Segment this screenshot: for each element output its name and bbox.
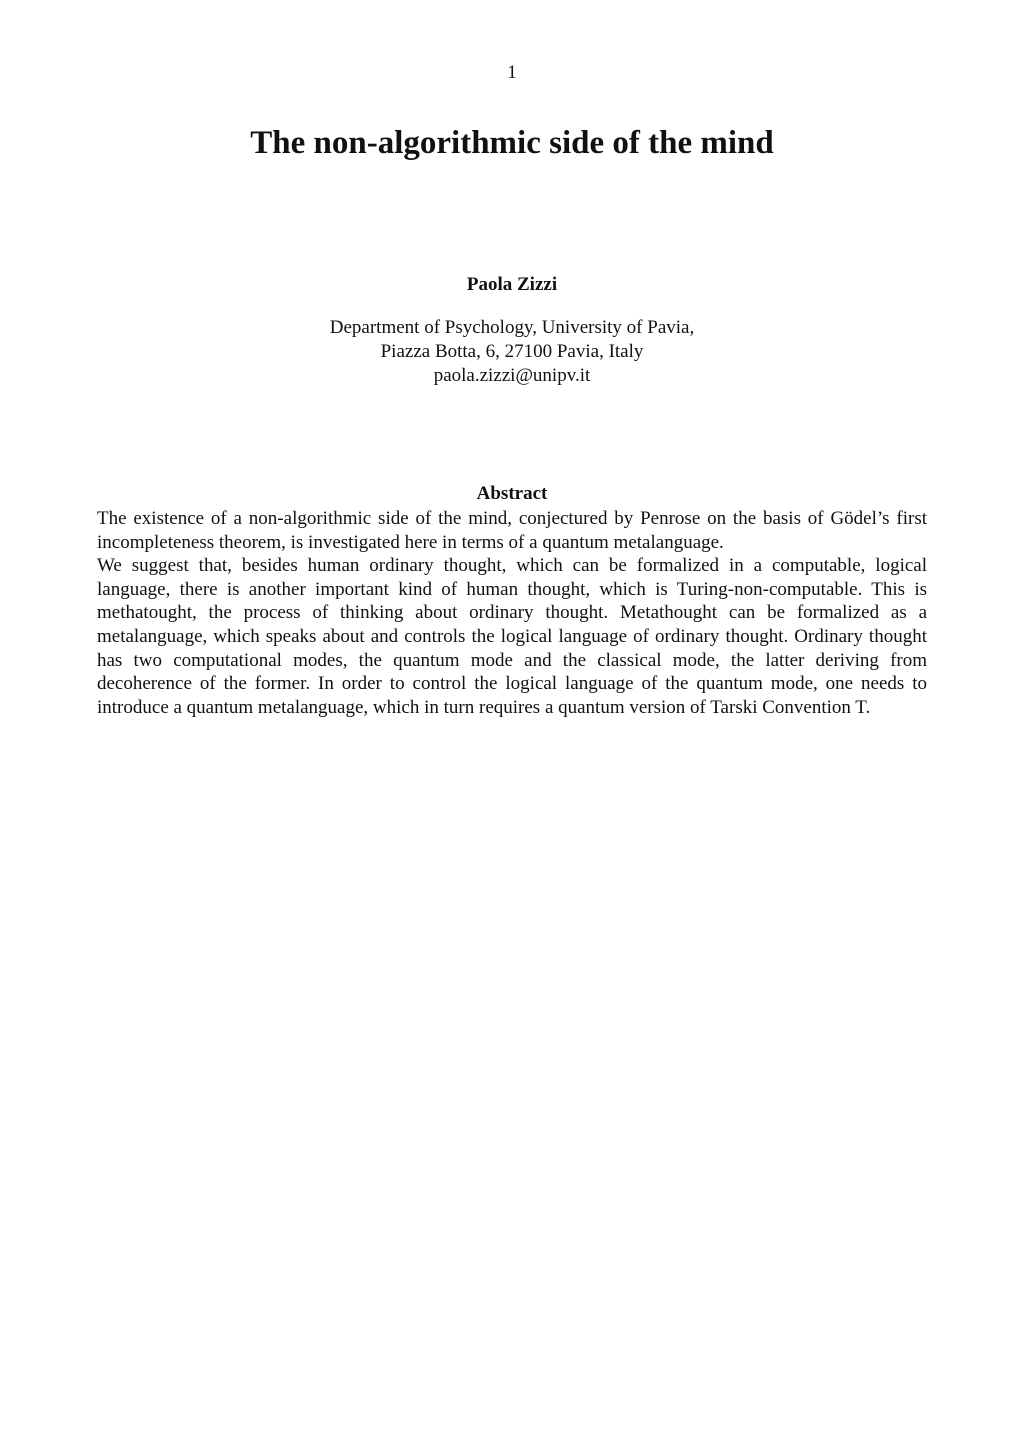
affiliation-address: Piazza Botta, 6, 27100 Pavia, Italy xyxy=(380,341,644,362)
affiliation-department: Department of Psychology, University of Pavia, xyxy=(329,317,695,338)
author-name: Paola Zizzi xyxy=(466,274,558,295)
page-number: 1 xyxy=(507,62,517,83)
abstract-paragraph: The existence of a non-algorithmic side of the mind, conjectured by Penrose on the basis of Gödel’s first incompleteness theorem, is investigated here in terms of a quantum metalanguage. xyxy=(97,508,927,553)
author-affiliation xyxy=(0,316,1024,388)
paper-title: The non-algorithmic side of the mind xyxy=(250,125,774,161)
abstract-paragraph: We suggest that, besides human ordinary thought, which can be formalized in a computable, logical language, there is another important kind of human thought, which is Turing-non-computable. This is methatought, the process of thinking about ordinary thought. Metathought can be formalized as a metalanguage, which speaks about and controls the logical language of ordinary thought. Ordinary thought has two computational modes, the quantum mode and the classical mode, the latter deriving from decoherence of the former. In order to control the logical language of the quantum mode, one needs to introduce a quantum metalanguage, which in turn requires a quantum version of Tarski Convention T. xyxy=(97,555,927,718)
abstract-heading: Abstract xyxy=(476,483,548,504)
author-email: paola.zizzi@unipv.it xyxy=(433,365,591,386)
abstract-body xyxy=(97,507,927,719)
